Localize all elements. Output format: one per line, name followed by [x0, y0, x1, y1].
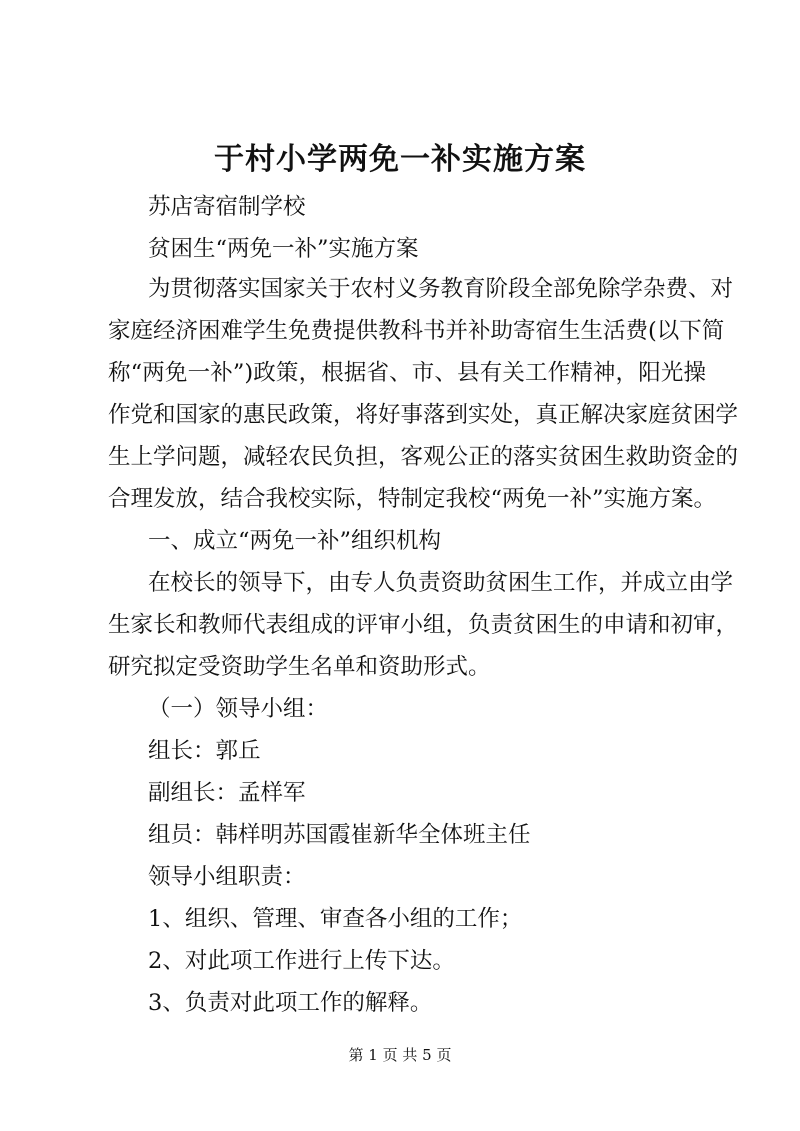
section-heading: 一、成立“两免一补”组织机构 [148, 528, 442, 554]
document-subtitle: 贫困生“两免一补”实施方案 [148, 236, 419, 262]
intro-line: 作党和国家的惠民政策，将好事落到实处，真正解决家庭贫困学 [108, 402, 739, 428]
section-body-line: 在校长的领导下，由专人负责资助贫困生工作，并成立由学 [148, 570, 734, 596]
intro-line: 称“两免一补”)政策，根据省、市、县有关工作精神，阳光操 [108, 360, 706, 386]
members-line: 组员：韩样明苏国霞崔新华全体班主任 [148, 822, 531, 848]
duty-item: 3、负责对此项工作的解释。 [148, 990, 433, 1016]
subsection-heading: （一）领导小组： [148, 696, 329, 722]
intro-line: 合理发放，结合我校实际，特制定我校“两免一补”实施方案。 [108, 486, 717, 512]
document-title: 于村小学两免一补实施方案 [214, 142, 586, 177]
school-name: 苏店寄宿制学校 [148, 194, 306, 220]
deputy-leader-line: 副组长：孟样军 [148, 780, 306, 806]
page-indicator: 第 1 页 共 5 页 [348, 1046, 452, 1064]
section-body-line: 生家长和教师代表组成的评审小组，负责贫困生的申请和初审， [108, 612, 739, 638]
intro-line: 生上学问题，减轻农民负担，客观公正的落实贫困生救助资金的 [108, 444, 739, 470]
section-body-line: 研究拟定受资助学生名单和资助形式。 [108, 654, 491, 680]
leader-line: 组长：郭丘 [148, 738, 261, 764]
duty-item: 1、组织、管理、审查各小组的工作； [148, 906, 523, 932]
intro-line: 为贯彻落实国家关于农村义务教育阶段全部免除学杂费、对 [148, 276, 734, 302]
duty-item: 2、对此项工作进行上传下达。 [148, 948, 455, 974]
duties-heading: 领导小组职责： [148, 864, 306, 890]
intro-line: 家庭经济困难学生免费提供教科书并补助寄宿生生活费(以下简 [108, 318, 725, 344]
